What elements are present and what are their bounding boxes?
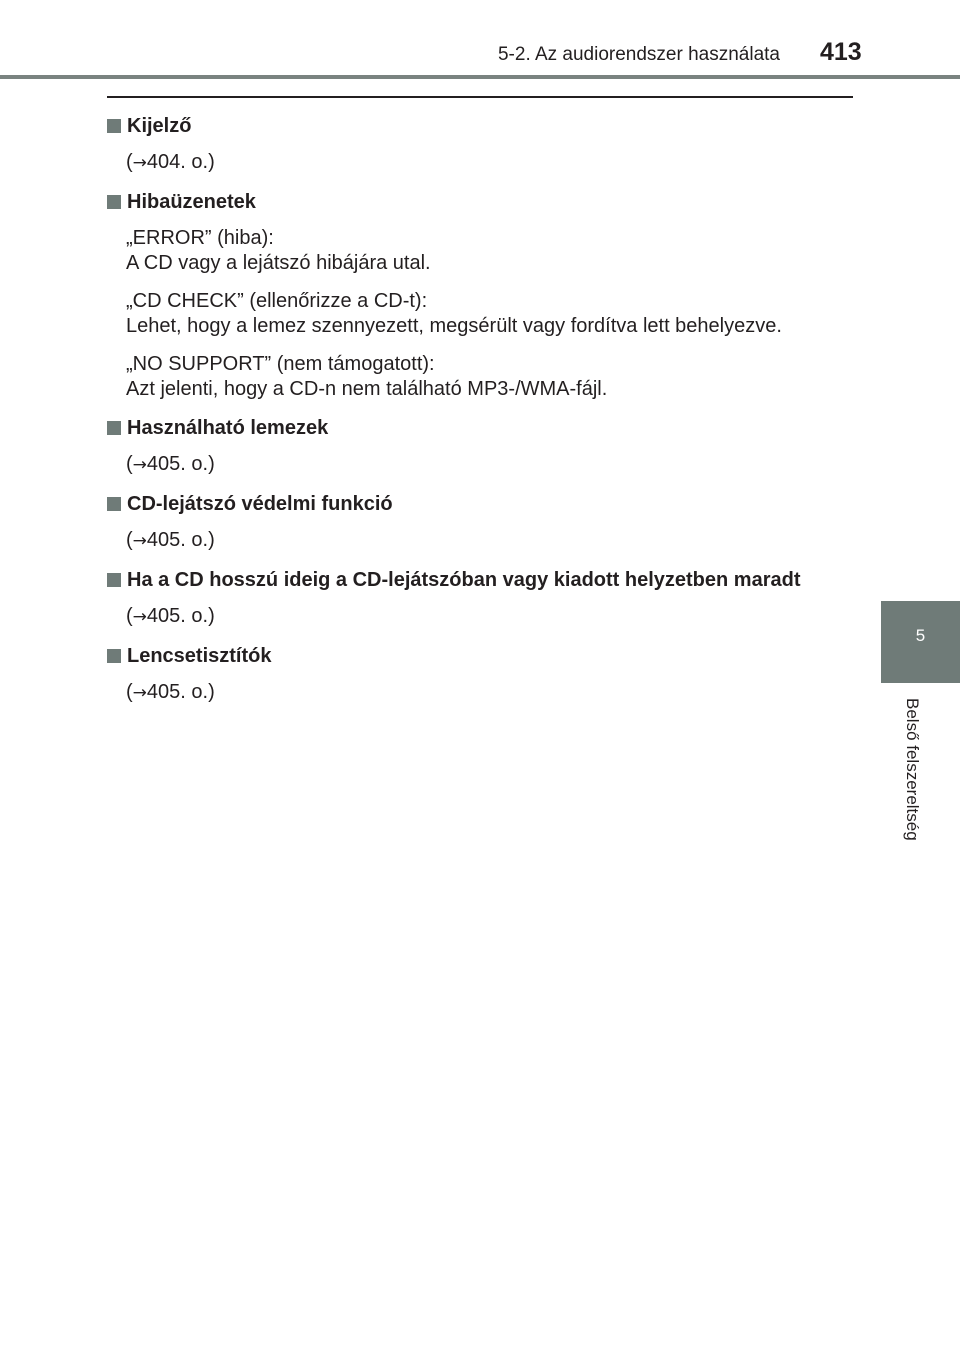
page-content: [107, 112, 867, 718]
section-heading: [107, 490, 867, 518]
arrow-right-icon: →: [132, 153, 147, 173]
section-heading: [107, 642, 867, 670]
square-bullet-icon: [107, 421, 121, 435]
chapter-tab-number: 5: [915, 626, 926, 645]
square-bullet-icon: [107, 573, 121, 587]
section-heading-text: Használható lemezek: [127, 417, 329, 439]
section-heading-text: Ha a CD hosszú ideig a CD-lejátszóban vagy kiadott helyzetben maradt: [127, 569, 801, 591]
square-bullet-icon: [107, 497, 121, 511]
page-reference-text: 404. o.): [146, 151, 215, 173]
page-reference-text: 405. o.): [146, 453, 215, 475]
arrow-right-icon: →: [132, 531, 147, 551]
page-reference: (→405. o.): [126, 453, 215, 475]
error-message-code: „ERROR” (hiba):: [126, 227, 274, 249]
section-heading: [107, 188, 867, 216]
page-reference: (→404. o.): [126, 151, 215, 173]
section-lens-cleaners: [107, 642, 867, 706]
section-usable-discs: [107, 414, 867, 478]
section-heading: [107, 112, 867, 140]
section-heading-text: Hibaüzenetek: [127, 191, 256, 213]
section-error-messages: [107, 188, 867, 402]
error-message-description: Lehet, hogy a lemez szennyezett, megsérült vagy fordítva lett behelyezve.: [126, 315, 782, 337]
section-heading-text: Kijelző: [127, 115, 192, 137]
error-message-entry: [126, 226, 867, 276]
page-number: 413: [820, 38, 862, 66]
section-heading-text: Lencsetisztítók: [127, 645, 272, 667]
error-message-entry: [126, 289, 867, 339]
section-display: [107, 112, 867, 176]
section-protection-feature: [107, 490, 867, 554]
page-reference-text: 405. o.): [146, 681, 215, 703]
section-heading: [107, 566, 867, 594]
error-message-code: „NO SUPPORT” (nem támogatott):: [126, 353, 435, 375]
page-reference: (→405. o.): [126, 681, 215, 703]
square-bullet-icon: [107, 195, 121, 209]
page-reference-text: 405. o.): [146, 529, 215, 551]
section-heading: [107, 414, 867, 442]
chapter-tab-label: Belső felszereltség: [903, 698, 922, 841]
section-heading-text: CD-lejátszó védelmi funkció: [127, 493, 393, 515]
section-cd-left-in-player: [107, 566, 867, 630]
square-bullet-icon: [107, 119, 121, 133]
arrow-right-icon: →: [132, 455, 147, 475]
error-message-description: Azt jelenti, hogy a CD-n nem található MP3-/WMA-fájl.: [126, 378, 608, 400]
error-message-description: A CD vagy a lejátszó hibájára utal.: [126, 252, 431, 274]
page-reference: (→405. o.): [126, 529, 215, 551]
page-reference: (→405. o.): [126, 605, 215, 627]
arrow-right-icon: →: [132, 607, 147, 627]
error-message-entry: [126, 352, 867, 402]
content-divider: [107, 96, 853, 98]
page-reference-text: 405. o.): [146, 605, 215, 627]
section-title: 5-2. Az audiorendszer használata: [497, 44, 780, 65]
arrow-right-icon: →: [132, 683, 147, 703]
square-bullet-icon: [107, 649, 121, 663]
header-divider: [0, 75, 960, 79]
error-message-code: „CD CHECK” (ellenőrizze a CD-t):: [126, 290, 428, 312]
